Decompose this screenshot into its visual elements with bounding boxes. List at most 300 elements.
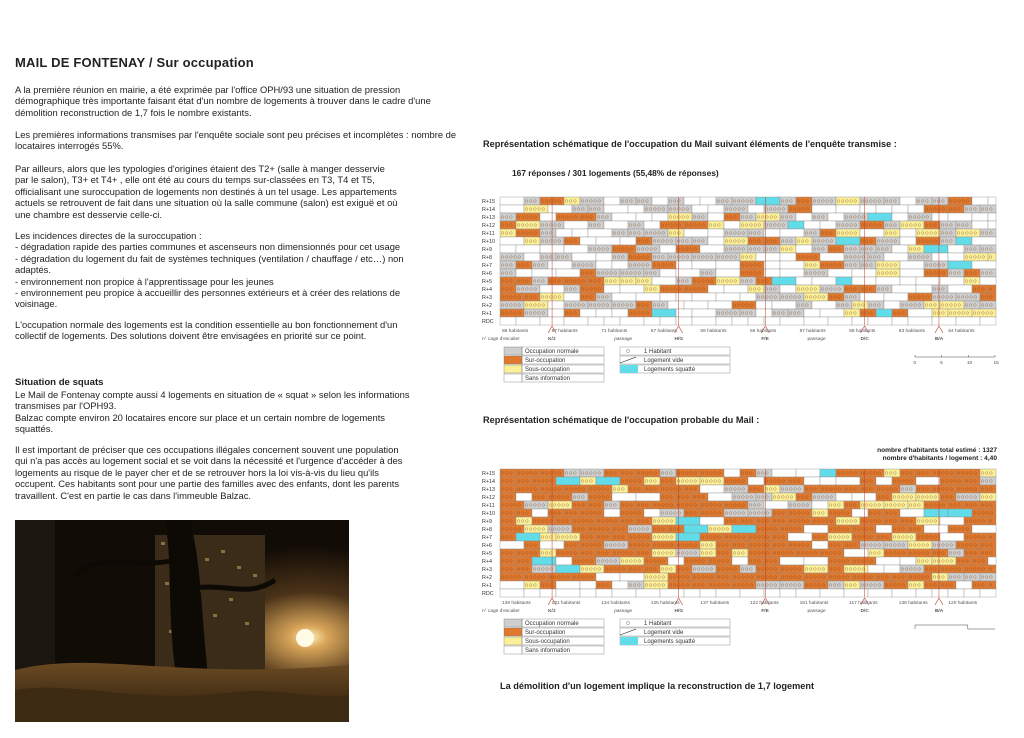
floor-label: R+3 [482, 295, 493, 301]
dwelling-cell [828, 269, 852, 277]
dwelling-cell [780, 565, 804, 573]
dwelling-cell [884, 541, 908, 549]
stair-code: H/G [674, 337, 684, 342]
dwelling-cell [756, 581, 780, 589]
dwelling-cell [644, 573, 668, 581]
dwelling-cell [716, 293, 740, 301]
dwelling-cell [628, 261, 652, 269]
dwelling-cell [964, 533, 988, 541]
dwelling-cell [652, 541, 676, 549]
dwelling-cell [876, 277, 900, 285]
dwelling-cell [636, 213, 652, 221]
stair-code: H/G [674, 609, 684, 614]
passage-label: passage [807, 609, 826, 614]
dwelling-cell [892, 477, 916, 485]
dwelling-cell [676, 541, 700, 549]
dwelling-cell [756, 253, 780, 261]
dwelling-cell [732, 525, 756, 533]
dwelling-cell [876, 557, 900, 565]
dwelling-cell [676, 469, 700, 477]
occupation-diagram-survey [480, 192, 1000, 382]
dwelling-cell [780, 581, 804, 589]
dwelling-cell [716, 253, 740, 261]
dwelling-cell [892, 285, 916, 293]
block-habitants-label: 120 habitants [948, 601, 978, 606]
dwelling-cell [604, 541, 628, 549]
dwelling-cell [804, 573, 828, 581]
dwelling-cell [716, 269, 740, 277]
dwelling-cell [524, 501, 548, 509]
dwelling-cell [556, 269, 580, 277]
scale-label: 15 [993, 361, 999, 366]
passage-label: passage [614, 337, 633, 342]
dwelling-cell [956, 237, 972, 245]
dwelling-cell [924, 261, 948, 269]
dwelling-cell [900, 197, 916, 205]
dwelling-cell [524, 253, 540, 261]
dwelling-cell [604, 317, 620, 325]
dwelling-cell [908, 253, 932, 261]
dwelling-cell [500, 541, 524, 549]
floor-label: R+1 [482, 583, 493, 589]
dwelling-cell [756, 197, 780, 205]
legend-label: Occupation normale [525, 349, 579, 355]
dwelling-cell [652, 517, 676, 525]
dwelling-cell [788, 541, 812, 549]
dwelling-cell [956, 493, 980, 501]
dwelling-cell [716, 589, 740, 597]
dwelling-cell [908, 205, 924, 213]
dwelling-cell [532, 565, 556, 573]
legend [504, 347, 999, 382]
dwelling-cell [652, 197, 668, 205]
dwelling-cell [628, 533, 652, 541]
dwelling-cell [556, 229, 572, 237]
dwelling-cell [580, 309, 596, 317]
dwelling-cell [764, 477, 788, 485]
dwelling-cell [796, 277, 812, 285]
dwelling-cell [556, 581, 580, 589]
dwelling-cell [780, 253, 796, 261]
stair-code: K/J [548, 609, 556, 614]
floor-label: R+13 [482, 215, 496, 221]
dwelling-cell [772, 549, 796, 557]
intro-paragraph-1: A la première réunion en mairie, a été exprimée par l'office OPH/93 une situation de pression démographique très importante faisant état d'un nombre de logements à trouver dans le cadre d'une démolition reconstruction de 1,7 fois le nombre existants. [15, 84, 431, 118]
dwelling-cell [924, 269, 948, 277]
squats-paragraph-1: Le Mail de Fontenay compte aussi 4 logements en situation de « squat » selon les informations transmises par l'OPH93. Balzac compte environ 20 locataires encore sur place et un certain nombre de logements squattés. [15, 389, 410, 435]
dwelling-cell [660, 589, 684, 597]
dwelling-cell [580, 469, 604, 477]
dwelling-cell [604, 285, 620, 293]
dwelling-cell [532, 509, 548, 517]
dwelling-cell [932, 557, 956, 565]
dwelling-cell [764, 221, 788, 229]
dwelling-cell [700, 485, 724, 493]
floor-label: R+2 [482, 303, 493, 309]
dwelling-cell [500, 581, 524, 589]
dwelling-cell [660, 293, 676, 301]
dwelling-cell [668, 205, 692, 213]
night-building-photo [15, 520, 349, 722]
dwelling-cell [948, 589, 964, 597]
dwelling-cell [940, 565, 964, 573]
dwelling-cell [860, 517, 884, 525]
dwelling-cell [756, 565, 780, 573]
dwelling-cell [684, 301, 708, 309]
dwelling-cell [876, 205, 892, 213]
dwelling-cell [684, 525, 708, 533]
block-habitants-label: 131 habitants [551, 601, 581, 606]
dwelling-cell [716, 261, 740, 269]
dwelling-cell [916, 517, 940, 525]
dwelling-cell [684, 229, 708, 237]
legend-swatch [504, 628, 522, 636]
dwelling-cell [596, 517, 620, 525]
dwelling-cell [804, 269, 828, 277]
dwelling-cell [804, 525, 828, 533]
dwelling-cell [596, 477, 620, 485]
dwelling-cell [884, 253, 908, 261]
dwelling-cell [900, 301, 924, 309]
dwelling-cell [860, 205, 876, 213]
dwelling-cell [900, 261, 924, 269]
dwelling-cell [924, 205, 948, 213]
dwelling-cell [500, 573, 524, 581]
dwelling-cell [732, 573, 756, 581]
legend-label: Occupation normale [525, 621, 579, 627]
dwelling-cell [596, 309, 612, 317]
floor-label: RDC [482, 591, 494, 597]
dwelling-cell [724, 245, 748, 253]
dwelling-cell [532, 269, 556, 277]
dwelling-cell [556, 213, 580, 221]
scale-bar [915, 625, 995, 629]
dwelling-cell [524, 205, 548, 213]
dwelling-cell [916, 589, 932, 597]
intro-paragraph-2: Les premières informations transmises par l'enquête sociale sont peu précises et incomplètes : nombre de locataires interrogés 55%. [15, 129, 457, 152]
dwelling-cell [748, 509, 772, 517]
stair-code: B/A [934, 337, 944, 342]
dwelling-cell [932, 485, 956, 493]
dwelling-cell [644, 509, 660, 517]
dwelling-cell [692, 317, 716, 325]
dwelling-cell [988, 221, 996, 229]
dwelling-cell [804, 317, 828, 325]
floor-label: R+13 [482, 487, 496, 493]
dwelling-cell [804, 221, 820, 229]
dwelling-cell [972, 261, 996, 269]
dwelling-cell [772, 277, 796, 285]
floor-label: R+7 [482, 263, 493, 269]
dwelling-cell [916, 533, 940, 541]
stair-code: B/A [934, 609, 944, 614]
dwelling-cell [572, 253, 596, 261]
squat-swatch [620, 365, 638, 373]
dwelling-cell [892, 589, 916, 597]
dwelling-cell [716, 565, 740, 573]
dwelling-cell [924, 509, 948, 517]
dwelling-cell [596, 557, 620, 565]
dwelling-cell [588, 317, 604, 325]
dwelling-cell [964, 517, 988, 525]
dwelling-cell [556, 477, 580, 485]
dwelling-cell [980, 277, 996, 285]
dwelling-cell [908, 541, 932, 549]
dwelling-cell [804, 293, 828, 301]
floor-label: R+7 [482, 535, 493, 541]
dwelling-cell [596, 237, 620, 245]
dwelling-cell [588, 525, 612, 533]
dwelling-cell [636, 469, 660, 477]
dwelling-cell [804, 565, 828, 573]
dwelling-cell [572, 573, 596, 581]
dwelling-cell [564, 221, 588, 229]
dwelling-cell [516, 229, 540, 237]
dwelling-cell [708, 557, 732, 565]
dwelling-cell [668, 557, 684, 565]
dwelling-cell [924, 245, 948, 253]
dwelling-cell [524, 525, 548, 533]
dwelling-cell [660, 245, 676, 253]
dwelling-cell [620, 269, 644, 277]
floor-label: R+11 [482, 503, 495, 509]
dwelling-cell [564, 301, 588, 309]
floor-label: R+8 [482, 527, 493, 533]
dwelling-cell [788, 517, 812, 525]
floor-label: R+8 [482, 255, 493, 261]
dwelling-cell [516, 549, 540, 557]
dwelling-cell [700, 245, 724, 253]
dwelling-cell [532, 557, 556, 565]
dwelling-cell [612, 213, 636, 221]
dwelling-cell [876, 269, 900, 277]
dwelling-cell [612, 261, 628, 269]
dwelling-cell [588, 229, 612, 237]
dwelling-cell [524, 589, 540, 597]
dwelling-cell [876, 525, 892, 533]
dwelling-cell [692, 565, 716, 573]
block-habitants-label: 161 habitants [799, 601, 829, 606]
dwelling-cell [828, 213, 844, 221]
dwelling-cell [948, 261, 972, 269]
dwelling-cell [556, 589, 580, 597]
dwelling-cell [932, 293, 956, 301]
dwelling-cell [684, 589, 700, 597]
dwelling-cell [924, 525, 948, 533]
dwelling-cell [780, 589, 796, 597]
dwelling-cell [556, 565, 580, 573]
dwelling-cell [860, 221, 884, 229]
dwelling-cell [708, 237, 724, 245]
dwelling-cell [660, 317, 676, 325]
dwelling-cell [724, 229, 748, 237]
dwelling-cell [852, 533, 876, 541]
dwelling-cell [604, 205, 628, 213]
block-habitants-label: 86 habitants [502, 329, 529, 334]
dwelling-cell [932, 469, 956, 477]
dwelling-cell [564, 485, 588, 493]
dwelling-cell [876, 237, 900, 245]
diagram2-per-dwelling: nombre d'habitants / logement : 4,40 [882, 455, 997, 462]
dwelling-cell [748, 205, 764, 213]
dwelling-cell [916, 493, 940, 501]
dwelling-cell [668, 573, 692, 581]
block-habitants-label: 59 habitants [700, 329, 727, 334]
dwelling-cell [628, 541, 652, 549]
dwelling-cell [820, 469, 836, 477]
page-title: MAIL DE FONTENAY / Sur occupation [15, 55, 254, 70]
dwelling-cell [636, 589, 660, 597]
dwelling-cell [948, 197, 972, 205]
dwelling-cell [708, 493, 732, 501]
dwelling-cell [828, 573, 852, 581]
legend-label: Logement vide [644, 358, 684, 364]
legend-box [620, 619, 730, 627]
dwelling-cell [796, 213, 812, 221]
dwelling-cell [748, 477, 764, 485]
dwelling-cell [780, 229, 804, 237]
dwelling-cell [588, 245, 612, 253]
dwelling-cell [988, 557, 996, 565]
dwelling-cell [820, 485, 844, 493]
scale-label: 10 [966, 361, 973, 366]
dwelling-cell [892, 533, 916, 541]
dwelling-cell [764, 229, 780, 237]
dwelling-cell [604, 509, 620, 517]
dwelling-cell [708, 205, 724, 213]
dwelling-cell [748, 549, 772, 557]
floor-label: R+15 [482, 471, 496, 477]
dwelling-cell [580, 565, 604, 573]
dwelling-cell [900, 221, 924, 229]
dwelling-cell [916, 229, 940, 237]
dwelling-cell [788, 205, 812, 213]
dwelling-cell [676, 533, 700, 541]
dwelling-cell [564, 277, 588, 285]
dwelling-cell [676, 517, 700, 525]
dwelling-cell [836, 477, 860, 485]
floor-label: R+4 [482, 559, 493, 565]
dwelling-cell [572, 517, 596, 525]
habitant-icon [626, 621, 629, 624]
dwelling-cell [956, 541, 980, 549]
dwelling-cell [700, 501, 724, 509]
dwelling-cell [828, 317, 852, 325]
legend-label: 1 Habitant [644, 349, 672, 355]
dwelling-cell [900, 277, 916, 285]
dwelling-cell [660, 269, 676, 277]
stair-code: K/J [548, 337, 556, 342]
floor-label: R+10 [482, 239, 496, 245]
squat-swatch [620, 637, 638, 645]
dwelling-cell [724, 205, 748, 213]
dwelling-cell [612, 549, 636, 557]
legend-swatch [504, 637, 522, 645]
dwelling-cell [668, 253, 692, 261]
conclusion-text: La démolition d'un logement implique la reconstruction de 1,7 logement [500, 681, 815, 691]
dwelling-cell [860, 501, 884, 509]
stair-code: F/E [761, 337, 769, 342]
dwelling-cell [652, 501, 676, 509]
dwelling-cell [820, 477, 836, 485]
dwelling-cell [604, 197, 620, 205]
dwelling-cell [604, 221, 628, 229]
dwelling-cell [876, 309, 892, 317]
dwelling-cell [948, 213, 972, 221]
dwelling-cell [724, 509, 748, 517]
dwelling-cell [644, 557, 668, 565]
dwelling-cell [548, 205, 572, 213]
occupation-grid [482, 197, 996, 342]
legend-box [620, 347, 730, 355]
dwelling-cell [652, 533, 676, 541]
dwelling-cell [900, 269, 924, 277]
dwelling-cell [708, 525, 732, 533]
block-habitants-label: 122 habitants [750, 601, 779, 606]
dwelling-cell [940, 477, 964, 485]
dwelling-cell [756, 301, 772, 309]
dwelling-cell [916, 277, 940, 285]
dwelling-cell [700, 477, 724, 485]
dwelling-cell [668, 581, 692, 589]
dwelling-cell [676, 245, 700, 253]
dwelling-cell [668, 301, 684, 309]
dwelling-cell [620, 285, 644, 293]
dwelling-cell [948, 509, 972, 517]
dwelling-cell [588, 301, 612, 309]
dwelling-cell [972, 221, 988, 229]
occupation-diagram-probable [480, 464, 1000, 670]
dwelling-cell [588, 493, 612, 501]
dwelling-cell [852, 557, 876, 565]
dwelling-cell [764, 317, 780, 325]
dwelling-cell [596, 253, 612, 261]
dwelling-cell [548, 573, 572, 581]
floor-label: RDC [482, 319, 494, 325]
dwelling-cell [604, 565, 628, 573]
block-habitants-label: 87 habitants [551, 329, 578, 334]
dwelling-cell [916, 285, 932, 293]
dwelling-cell [692, 573, 716, 581]
dwelling-cell [956, 229, 980, 237]
block-habitants-label: 83 habitants [898, 329, 925, 334]
dwelling-cell [740, 261, 764, 269]
dwelling-cell [620, 477, 644, 485]
dwelling-cell [828, 509, 852, 517]
dwelling-cell [884, 293, 908, 301]
dwelling-cell [812, 493, 836, 501]
dwelling-cell [780, 557, 804, 565]
scale-label: 0 [913, 361, 917, 366]
dwelling-cell [564, 245, 588, 253]
dwelling-cell [900, 237, 916, 245]
dwelling-cell [900, 557, 916, 565]
dwelling-cell [700, 517, 724, 525]
dwelling-cell [852, 269, 876, 277]
scale-label: 5 [940, 361, 943, 366]
diagram2-title: Représentation schématique de l'occupation probable du Mail : [483, 415, 760, 425]
dwelling-cell [676, 269, 700, 277]
dwelling-cell [980, 317, 996, 325]
dwelling-cell [836, 237, 860, 245]
dwelling-cell [900, 509, 924, 517]
dwelling-cell [964, 589, 980, 597]
dwelling-cell [892, 317, 908, 325]
dwelling-cell [820, 221, 836, 229]
stair-code: D/C [860, 609, 869, 614]
dwelling-cell [684, 197, 700, 205]
dwelling-cell [868, 565, 884, 573]
